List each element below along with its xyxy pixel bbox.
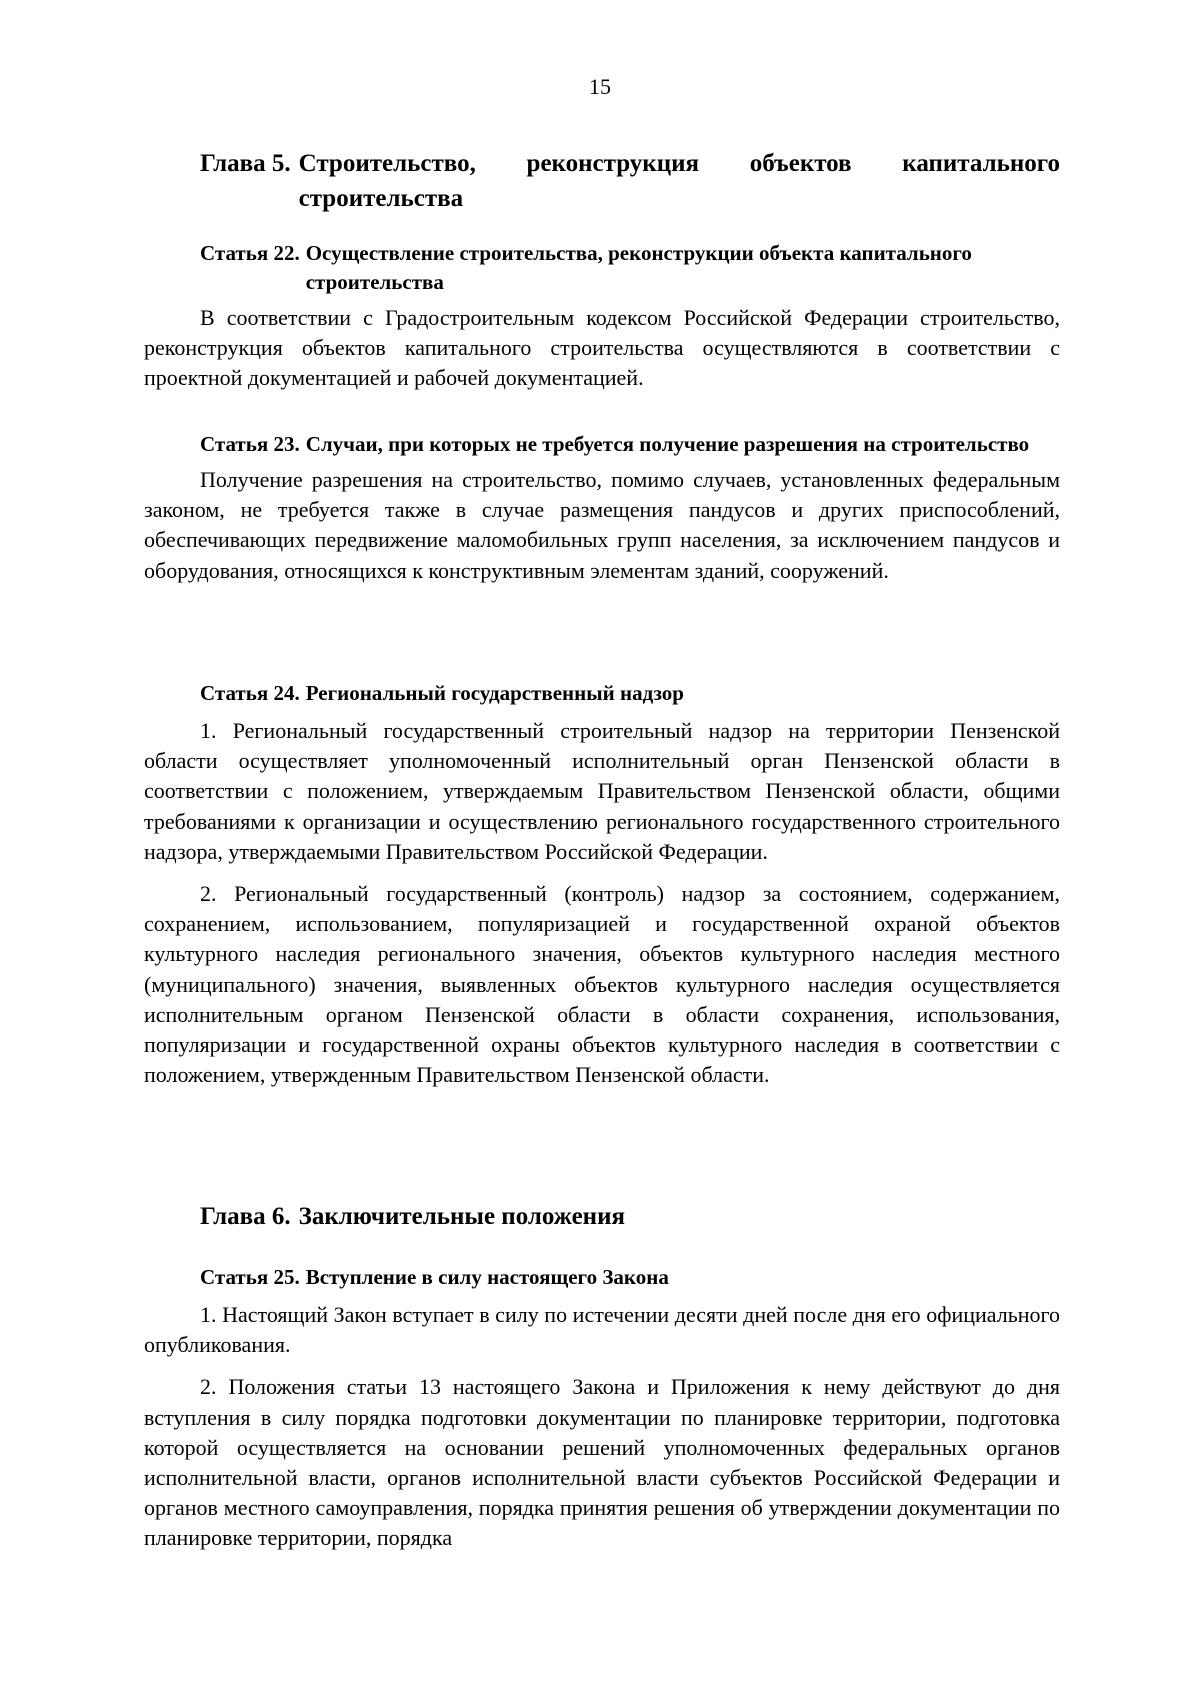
- paragraph: Получение разрешения на строительство, помимо случаев, установленных федеральным законом, не требуется также в случае размещения пандусов и других приспособлений, обеспечивающих передвижение маломобильных групп населения, за исключением пандусов и оборудования, относящихся к конструктивным элементам зданий, сооружений.: [144, 467, 1060, 583]
- paragraph: В соответствии с Градостроительным кодексом Российской Федерации строительство, реконструкция объектов капитального строительства осуществляются в соответствии с проектной документацией и рабочей документацией.: [144, 305, 1060, 391]
- chapter-6-heading: [144, 1199, 1060, 1234]
- paragraph: 2. Региональный государственный (контроль) надзор за состоянием, содержанием, сохранением, использованием, популяризацией и государственной охраной объектов культурного наследия регионального значения, объектов культурного наследия местного (муниципального) значения, выявленных объектов культурного наследия осуществляется исполнительным органом Пензенской области в области сохранения, использования, популяризации и государственной охраны объектов культурного наследия в соответствии с положением, утвержденным Правительством Пензенской области.: [144, 881, 1060, 1088]
- article-number: Статья 22.: [200, 241, 300, 265]
- chapter-number: Глава 6.: [200, 1203, 291, 1230]
- article-heading: [200, 430, 1060, 459]
- article-title: Региональный государственный надзор: [305, 681, 684, 705]
- article-number: Статья 25.: [200, 1265, 300, 1289]
- article-number: Статья 23.: [200, 432, 300, 456]
- chapter-number: Глава 5.: [200, 150, 291, 177]
- article-23: [144, 430, 1060, 586]
- article-heading: [200, 239, 1060, 297]
- article-title: Вступление в силу настоящего Закона: [305, 1265, 669, 1289]
- article-number: Статья 24.: [200, 681, 300, 705]
- page-number: 15: [589, 74, 611, 99]
- article-22: [144, 239, 1060, 394]
- chapter-title: Заключительные положения: [298, 1203, 626, 1230]
- article-heading: [200, 679, 1060, 708]
- article-title: Случаи, при которых не требуется получение разрешения на строительство: [305, 432, 1030, 456]
- article-25: [144, 1263, 1060, 1554]
- paragraph: 2. Положения статьи 13 настоящего Закона и Приложения к нему действуют до дня вступления в силу порядка подготовки документации по планировке территории, подготовка которой осуществляется на основании решений уполномоченных федеральных органов исполнительной власти, органов исполнительной власти субъектов Российской Федерации и органов местного самоуправления, порядка принятия решения об утверждении документации по планировке территории, порядка: [144, 1374, 1060, 1551]
- article-title: Осуществление строительства, реконструкции объекта капитального строительства: [305, 241, 972, 294]
- article-24: [144, 679, 1060, 1090]
- chapter-5-heading: [144, 146, 1060, 216]
- paragraph: 1. Региональный государственный строительный надзор на территории Пензенской области осуществляет уполномоченный исполнительный орган Пензенской области в соответствии с положением, утверждаемым Правительством Пензенской области, общими требованиями к организации и осуществлению регионального государственного строительного надзора, утверждаемыми Правительством Российской Федерации.: [144, 718, 1060, 864]
- paragraph: 1. Настоящий Закон вступает в силу по истечении десяти дней после дня его официального опубликования.: [144, 1302, 1060, 1358]
- chapter-title: Строительство, реконструкция объектов капитального строительства: [298, 150, 1060, 212]
- article-heading: [200, 1263, 1060, 1292]
